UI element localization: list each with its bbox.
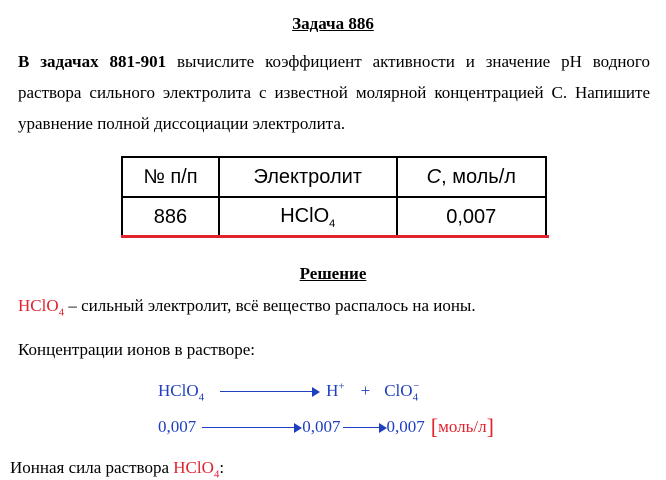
ionic-strength-line bbox=[10, 458, 224, 480]
statement-formula: HClO$_4$ bbox=[18, 296, 65, 319]
header-number: № п/п bbox=[122, 157, 219, 197]
problem-statement bbox=[18, 46, 650, 139]
ionic-strength-text: Ионная сила раствора bbox=[10, 458, 174, 477]
eq-anion: ClO$_4$− bbox=[384, 380, 420, 404]
unit-bracket-close: ] bbox=[486, 414, 494, 439]
dissociation-equation bbox=[158, 380, 419, 403]
ionic-strength-suffix: : bbox=[219, 458, 225, 477]
problem-text: вычислите коэффициент активности и значение pH водного раствора сильного электролита с известной молярной концентрацией С. Напишите уравнение полной диссоциации электролита. bbox=[18, 52, 650, 133]
eq-cation: H+ bbox=[326, 380, 345, 400]
conc-reactant: 0,007 bbox=[158, 417, 197, 436]
problem-title: Задача 886 bbox=[292, 14, 374, 33]
ionic-strength-formula: HClO$_4$ bbox=[173, 458, 220, 480]
eq-plus: + bbox=[360, 380, 371, 400]
header-c-symbol: С bbox=[426, 165, 442, 188]
header-electrolyte: Электролит bbox=[219, 157, 397, 197]
problem-range: В задачах 881-901 bbox=[18, 52, 167, 71]
ion-concentrations-intro: Концентрации ионов в растворе: bbox=[18, 340, 256, 359]
header-concentration bbox=[397, 157, 546, 197]
electrolyte-statement bbox=[18, 296, 476, 318]
unit-bracket-open: [ bbox=[430, 414, 439, 439]
cell-concentration: 0,007 bbox=[397, 197, 546, 237]
header-c-unit: , моль/л bbox=[441, 165, 516, 188]
conc-unit: моль/л bbox=[438, 417, 487, 436]
cell-number: 886 bbox=[122, 197, 219, 237]
conc-cation: 0,007 bbox=[302, 417, 341, 436]
electrolyte-subscript: 4 bbox=[329, 217, 336, 230]
electrolyte-formula: HClO bbox=[280, 204, 330, 227]
concentration-row bbox=[158, 414, 494, 440]
table-red-underline bbox=[121, 235, 549, 238]
reaction-arrow-icon bbox=[220, 387, 320, 397]
eq-reactant: HClO$_4$ bbox=[158, 380, 205, 404]
solution-heading: Решение bbox=[299, 264, 367, 283]
concentration-arrow-icon-2 bbox=[343, 423, 387, 433]
concentration-arrow-icon bbox=[202, 423, 302, 433]
cell-electrolyte bbox=[219, 197, 397, 237]
table-row bbox=[122, 197, 546, 237]
table-header-row bbox=[122, 157, 546, 197]
data-table bbox=[121, 156, 547, 238]
conc-anion: 0,007 bbox=[386, 417, 425, 436]
statement-text: – сильный электролит, всё вещество распалось на ионы. bbox=[64, 296, 476, 315]
